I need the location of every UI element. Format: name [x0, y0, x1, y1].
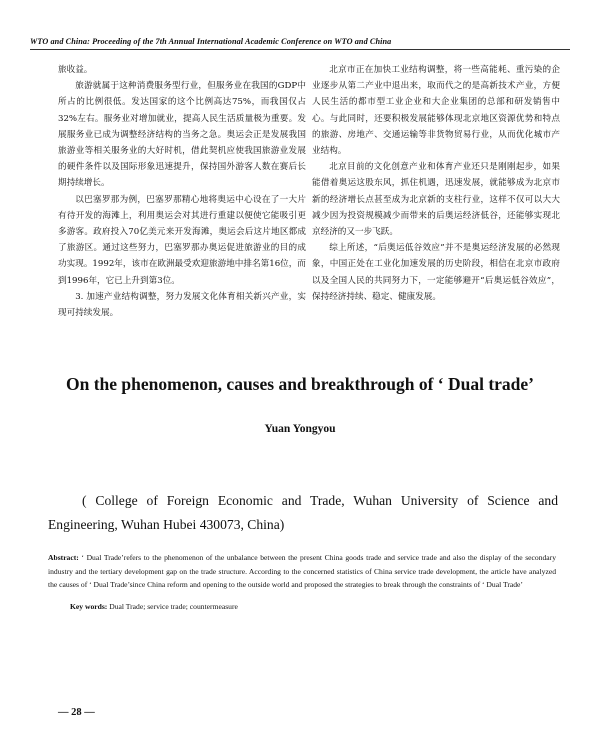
- left-paragraph-2: 旅游就属于这种消费服务型行业，但服务业在我国的GDP中所占的比例很低。发达国家的这个比例高达75%，而我国仅占32%左右。服务业对增加就业，提高人民生活质量极为重要。发展服务业已成为调整经济结构的当务之急。奥运会正是发展我国旅游业等相关服务业的大好时机，借此契机应使我国旅游业发展的硬件条件以及国际形象迅速提升，保持国外游客人数在赛后长期持续增长。: [58, 81, 306, 189]
- keywords-text: Dual Trade; service trade; countermeasure: [107, 602, 238, 611]
- page-number: — 28 —: [58, 707, 95, 718]
- left-column: [58, 62, 306, 321]
- author-name: Yuan Yongyou: [264, 423, 336, 435]
- keywords: [70, 602, 550, 611]
- keywords-label: Key words:: [70, 602, 108, 611]
- running-header: WTO and China: Proceeding of the 7th Annual International Academic Conference on WTO and China: [30, 37, 392, 46]
- author-affiliation: ( College of Foreign Economic and Trade, Wuhan University of Science and Engineering, Wuhan Hubei 430073, China): [48, 493, 558, 532]
- article-title: On the phenomenon, causes and breakthrough of ‘ Dual trade’: [65, 374, 535, 394]
- abstract-text: ‘ Dual Trade’refers to the phenomenon of the unbalance between the present China goods trade and service trade and also the display of the secondary industry and the tertiary development gap on the trade structure. According to the concerned statistics of China service trade development, the article have analyzed the causes of ‘ Dual Trade’since China reform and opening to the outside world and proposed the strategies to break through the constraints of ‘ Dual Trade’: [48, 553, 556, 590]
- left-paragraph-1: 旅收益。: [58, 65, 93, 75]
- right-column: [312, 62, 560, 305]
- right-paragraph-1: 北京市正在加快工业结构调整，将一些高能耗、重污染的企业逐步从第二产业中退出来，取而代之的是高新技术产业，方便人民生活的都市型工业企业和大企业集团的总部和研发销售中心。与此同时，还要积极发展能够体现北京地区资源优势和特点的旅游、房地产、交通运输等非货物贸易行业，从而优化城市产业结构。: [312, 65, 560, 157]
- left-paragraph-3: 以巴塞罗那为例，巴塞罗那精心地将奥运中心设在了一大片有待开发的海滩上，利用奥运会对其进行重建以便使它能吸引更多游客。政府投入70亿美元来开发海滩，奥运会后这片地区都成了旅游区。通过这些努力，巴塞罗那办奥运促进旅游业的目的成功实现。1992年，该市在欧洲最受欢迎旅游地中排名第16位，而到1996年，它已上升到第3位。: [58, 194, 306, 286]
- right-paragraph-3: 综上所述，“后奥运低谷效应”并不是奥运经济发展的必然现象，中国正处在工业化加速发展的历史阶段，相信在北京市政府以及全国人民的共同努力下，一定能够避开“后奥运低谷效应”，保持经济持续、稳定、健康发展。: [312, 243, 560, 302]
- header-rule: [30, 49, 570, 50]
- left-paragraph-4: 3. 加速产业结构调整，努力发展文化体育相关新兴产业，实现可持续发展。: [58, 291, 306, 319]
- abstract: [48, 551, 556, 592]
- abstract-label: Abstract:: [48, 553, 79, 562]
- right-paragraph-2: 北京目前的文化创意产业和体育产业还只是刚刚起步，如果能借着奥运这股东风，抓住机遇，迅速发展，就能够成为北京市新的经济增长点甚至成为北京新的支柱行业，这样不仅可以大大减少因为投资规模减少而带来的后奥运经济低谷，还能够实现北京经济的又一步飞跃。: [312, 162, 560, 238]
